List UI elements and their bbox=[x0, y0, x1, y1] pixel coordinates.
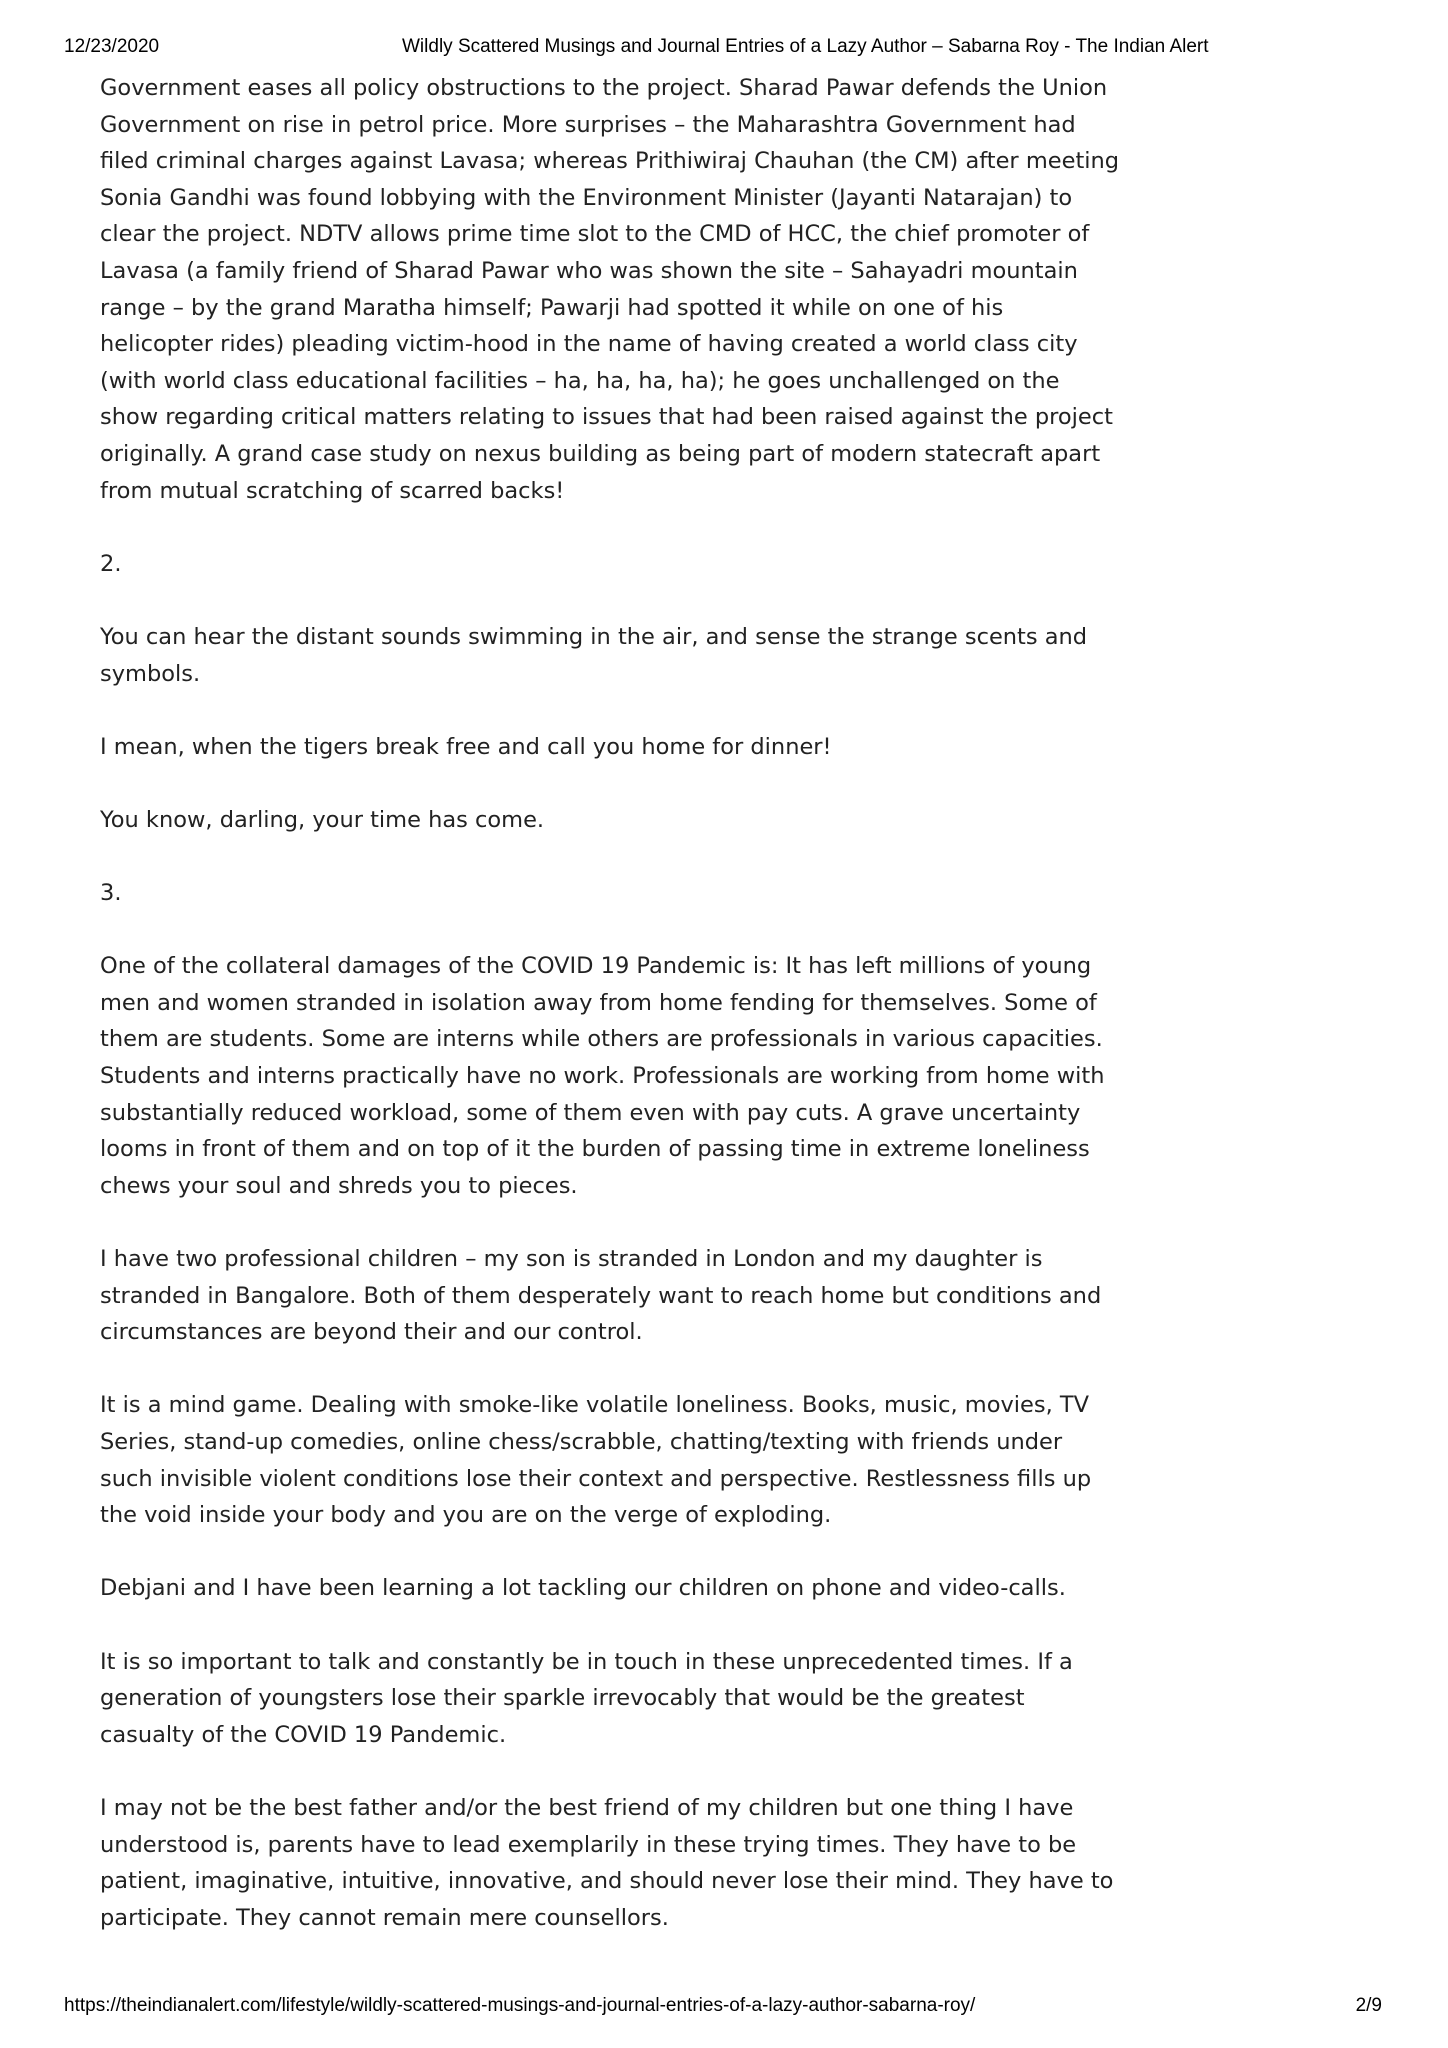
paragraph-covid-damages: One of the collateral damages of the COVID 19 Pandemic is: It has left millions of young men and women stranded in isolation away from home fending for themselves. Some of them are students. Some are interns while others are professionals in various capacities. Students and interns practically have no work. Professionals are working from home with substantially reduced workload, some of them even with pay cuts. A grave uncertainty looms in front of them and on top of it the burden of passing time in extreme loneliness chews your soul and shreds you to pieces. bbox=[100, 953, 1105, 1199]
paragraph-distant-sounds: You can hear the distant sounds swimming in the air, and sense the strange scents and symbols. bbox=[100, 623, 1088, 687]
paragraph-important-to-talk: It is so important to talk and constantly be in touch in these unprecedented times. If a generation of youngsters lose their sparkle irrevocably that would be the greatest casualty of the COVID 19 Pandemic. bbox=[100, 1648, 1073, 1748]
paragraph-mind-game: It is a mind game. Dealing with smoke-like volatile loneliness. Books, music, movies, TV Series, stand-up comedies, online chess/scrabble, chatting/texting with friends under such invisible violent conditions lose their context and perspective. Restlessness fills up the void inside your body and you are on the verge of exploding. bbox=[100, 1392, 1092, 1529]
page-title: Wildly Scattered Musings and Journal Entries of a Lazy Author – Sabarna Roy - The Indian Alert bbox=[402, 36, 1209, 57]
paragraph-tigers: I mean, when the tigers break free and call you home for dinner! bbox=[100, 733, 832, 760]
page-url: https://theindianalert.com/lifestyle/wildly-scattered-musings-and-journal-entries-of-a-lazy-author-sabarna-roy/ bbox=[64, 1995, 976, 2016]
section-number-3: 3. bbox=[100, 880, 122, 907]
paragraph-best-father: I may not be the best father and/or the best friend of my children but one thing I have understood is, parents have to lead exemplarily in these trying times. They have to be patient, imaginative, intuitive, innovative, and should never lose their mind. They have to participate. They cannot remain mere counsellors. bbox=[100, 1794, 1114, 1931]
page-number: 2/9 bbox=[1355, 1995, 1382, 2016]
paragraph-time-has-come: You know, darling, your time has come. bbox=[100, 806, 545, 833]
print-footer bbox=[64, 1995, 1384, 2023]
paragraph-lavasa: Government eases all policy obstructions to the project. Sharad Pawar defends the Union Government on rise in petrol price. More surprises – the Maharashtra Government had filed criminal charges against Lavasa; whereas Prithiwiraj Chauhan (the CM) after meeting Sonia Gandhi was found lobbying with the Environment Minister (Jayanti Natarajan) to clear the project. NDTV allows prime time slot to the CMD of HCC, the chief promoter of Lavasa (a family friend of Sharad Pawar who was shown the site – Sahayadri mountain range – by the grand Maratha himself; Pawarji had spotted it while on one of his helicopter rides) pleading victim-hood in the name of having created a world class city (with world class educational facilities – ha, ha, ha, ha); he goes unchallenged on the show regarding critical matters relating to issues that had been raised against the project originally. A grand case study on nexus building as being part of modern statecraft apart from mutual scratching of scarred backs! bbox=[100, 75, 1120, 504]
print-header bbox=[64, 36, 1384, 64]
paragraph-debjani: Debjani and I have been learning a lot tackling our children on phone and video-calls. bbox=[100, 1575, 1066, 1602]
section-number-2: 2. bbox=[100, 550, 122, 577]
print-date: 12/23/2020 bbox=[64, 36, 160, 57]
article-body bbox=[100, 70, 1120, 1973]
paragraph-children: I have two professional children – my son is stranded in London and my daughter is stranded in Bangalore. Both of them desperately want to reach home but conditions and circumstances are beyond their and our control. bbox=[100, 1246, 1102, 1346]
